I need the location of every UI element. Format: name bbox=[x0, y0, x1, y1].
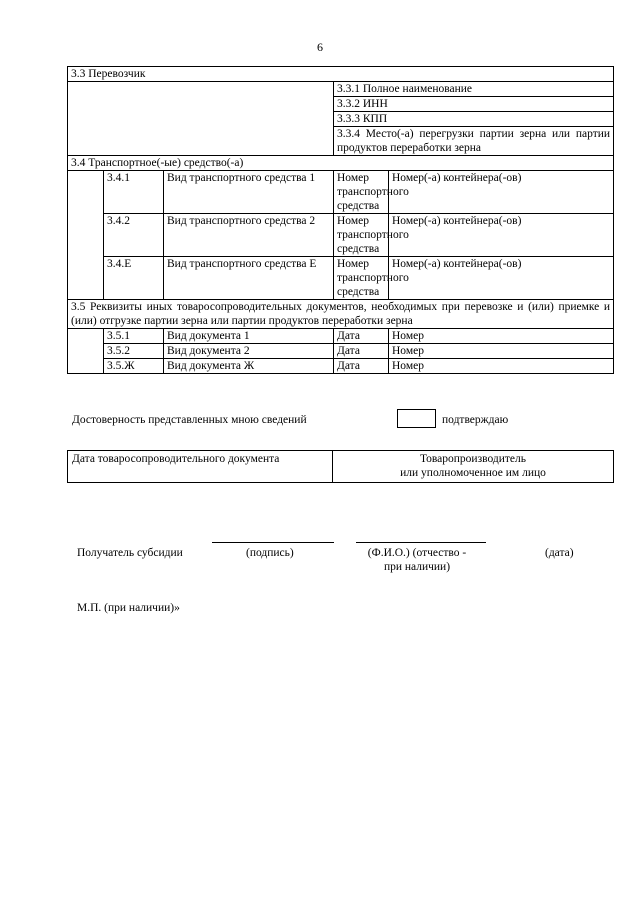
document-number: Номер bbox=[389, 344, 614, 359]
vehicle-num: 3.4.1 bbox=[104, 171, 164, 214]
document-number: Номер bbox=[389, 359, 614, 374]
document-num: 3.5.2 bbox=[104, 344, 164, 359]
carrier-blank-cell bbox=[68, 82, 334, 156]
vehicle-type: Вид транспортного средства 2 bbox=[164, 214, 334, 257]
vehicle-type: Вид транспортного средства 1 bbox=[164, 171, 334, 214]
document-type: Вид документа 1 bbox=[164, 329, 334, 344]
fio-caption bbox=[352, 546, 482, 575]
carrier-transshipment-place: 3.3.4 Место(-а) перегрузки партии зерна или партии продуктов переработки зерна bbox=[334, 127, 614, 156]
document-number: Номер bbox=[389, 329, 614, 344]
vehicle-reg: Номер транспортного средства bbox=[334, 214, 389, 257]
vehicle-type: Вид транспортного средства Е bbox=[164, 257, 334, 300]
document-type: Вид документа 2 bbox=[164, 344, 334, 359]
document-date: Дата bbox=[334, 359, 389, 374]
carrier-inn: 3.3.2 ИНН bbox=[334, 97, 614, 112]
document-type: Вид документа Ж bbox=[164, 359, 334, 374]
vehicles-blank-cell bbox=[68, 171, 104, 300]
confirmation-label: Достоверность представленных мною сведений bbox=[72, 414, 307, 426]
document-date: Дата bbox=[334, 329, 389, 344]
document-num: 3.5.Ж bbox=[104, 359, 164, 374]
vehicle-containers: Номер(-а) контейнера(-ов) bbox=[389, 257, 614, 300]
carrier-full-name: 3.3.1 Полное наименование bbox=[334, 82, 614, 97]
document-num: 3.5.1 bbox=[104, 329, 164, 344]
vehicles-header: 3.4 Транспортное(-ые) средство(-а) bbox=[68, 156, 614, 171]
vehicle-num: 3.4.Е bbox=[104, 257, 164, 300]
carrier-kpp: 3.3.3 КПП bbox=[334, 112, 614, 127]
vehicle-reg: Номер транспортного средства bbox=[334, 257, 389, 300]
confirmation-box[interactable] bbox=[397, 409, 436, 428]
vehicle-num: 3.4.2 bbox=[104, 214, 164, 257]
confirmation-word: подтверждаю bbox=[442, 414, 509, 426]
date-caption: (дата) bbox=[545, 547, 574, 559]
producer-sublabel: или уполномоченное им лицо bbox=[400, 467, 546, 480]
producer-label: Товаропроизводитель bbox=[419, 453, 527, 465]
vehicle-containers: Номер(-а) контейнера(-ов) bbox=[389, 214, 614, 257]
fio-caption-line2: при наличии) bbox=[383, 561, 451, 574]
producer-cell bbox=[333, 451, 614, 483]
document-date-cell: Дата товаросопроводительного документа bbox=[68, 451, 333, 483]
fio-line[interactable] bbox=[356, 542, 486, 543]
documents-header: 3.5 Реквизиты иных товаросопроводительных документов, необходимых при перевозке и (или) приемке и (или) отгрузке партии зерна или партии продуктов переработки зерна bbox=[68, 300, 614, 329]
signature-caption: (подпись) bbox=[246, 547, 294, 559]
document-date: Дата bbox=[334, 344, 389, 359]
stamp-label: М.П. (при наличии)» bbox=[77, 602, 180, 614]
transport-form-table bbox=[67, 66, 614, 374]
signature-table bbox=[67, 450, 614, 483]
documents-blank-cell bbox=[68, 329, 104, 374]
page-number: 6 bbox=[317, 40, 323, 54]
fio-caption-line1: (Ф.И.О.) (отчество - bbox=[367, 547, 467, 559]
signature-line[interactable] bbox=[212, 542, 334, 543]
vehicle-containers: Номер(-а) контейнера(-ов) bbox=[389, 171, 614, 214]
carrier-header: 3.3 Перевозчик bbox=[68, 67, 614, 82]
recipient-label: Получатель субсидии bbox=[77, 547, 183, 559]
vehicle-reg: Номер транспортного средства bbox=[334, 171, 389, 214]
